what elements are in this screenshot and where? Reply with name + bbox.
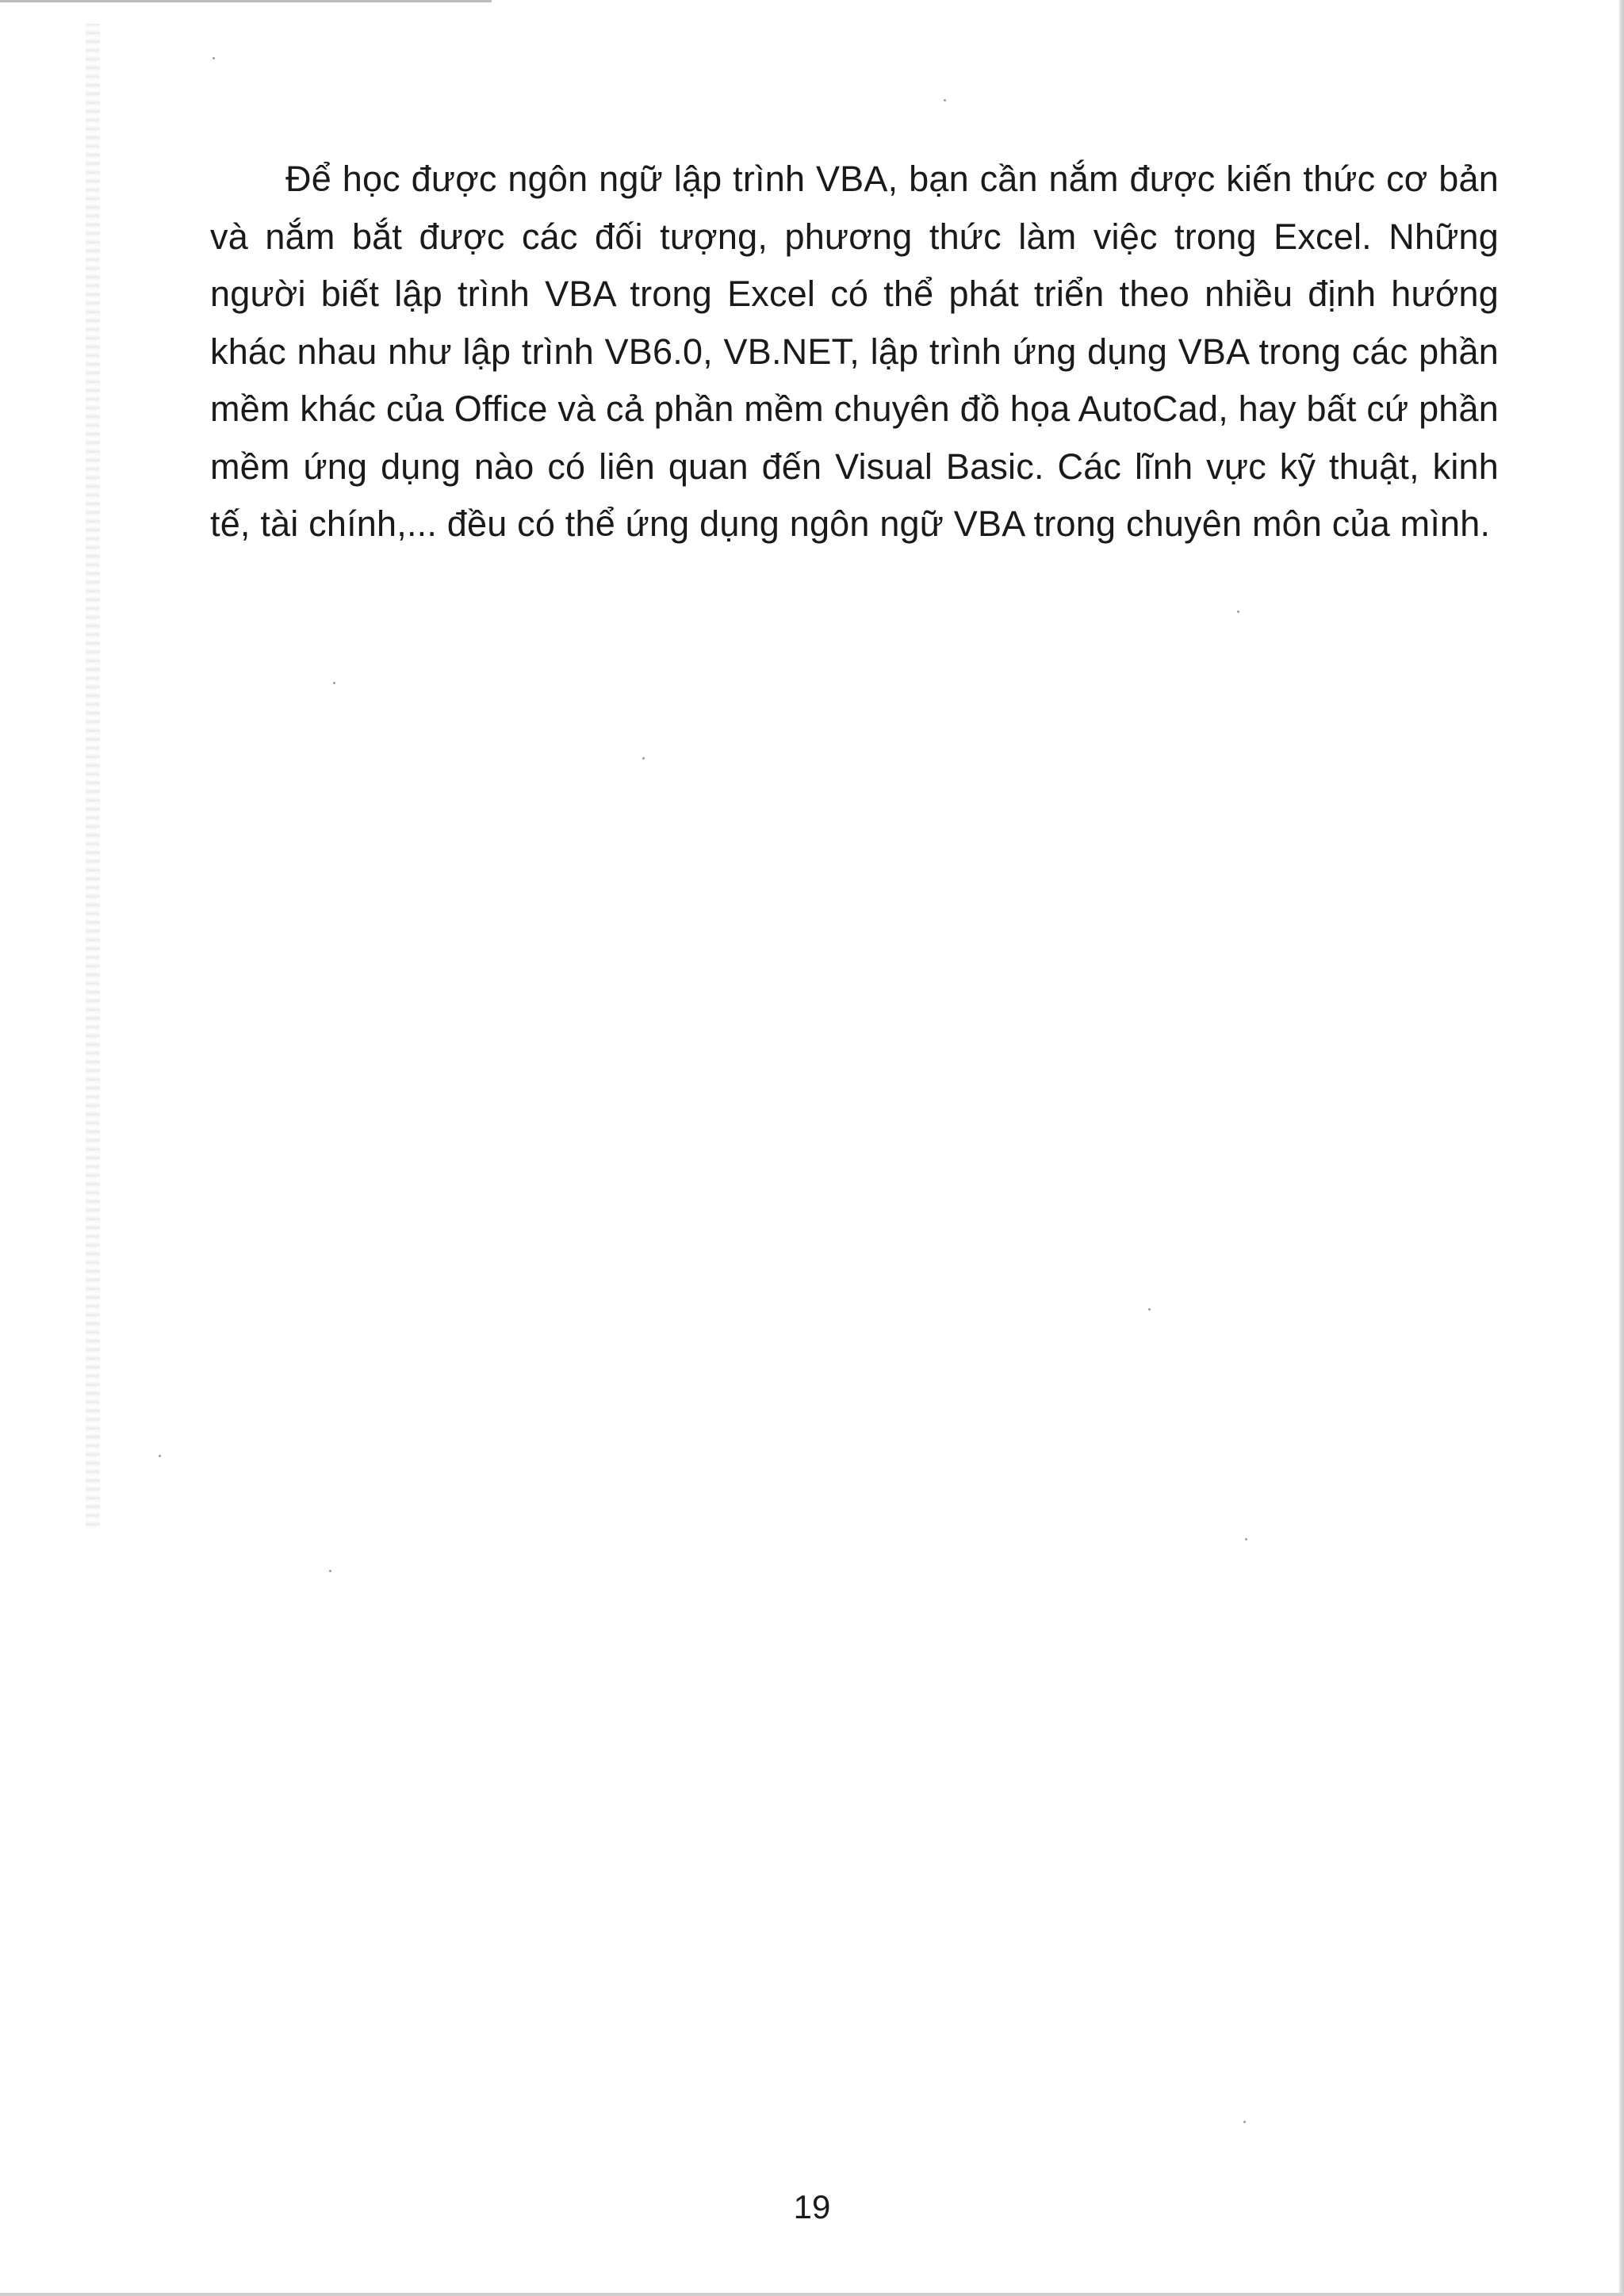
scan-speck: [1245, 1538, 1247, 1540]
scan-speck: [642, 757, 645, 760]
scan-speck: [329, 1570, 331, 1572]
scan-binding-edge: [86, 24, 100, 1530]
page-number: 19: [793, 2188, 831, 2225]
body-paragraph: Để học được ngôn ngữ lập trình VBA, bạn cần nắm được kiến thức cơ bản và nắm bắt được các đối tượng, phương thức làm việc trong Excel. Những người biết lập trình VBA trong Excel có thể phát triển theo nhiều định hướng khác nhau như lập trình VB6.0, VB.NET, lập trình ứng dụng VBA trong các phần mềm khác của Office và cả phần mềm chuyên đồ họa AutoCad, hay bất cứ phần mềm ứng dụng nào có liên quan đến Visual Basic. Các lĩnh vực kỹ thuật, kinh tế, tài chính,... đều có thể ứng dụng ngôn ngữ VBA trong chuyên môn của mình.: [210, 159, 1499, 544]
scan-right-edge: [1619, 0, 1624, 2296]
scan-top-edge: [0, 0, 492, 2]
scan-speck: [333, 682, 335, 684]
scan-speck: [1237, 610, 1239, 613]
scan-speck: [1148, 1308, 1151, 1311]
scan-speck: [944, 99, 946, 101]
scan-bottom-edge: [0, 2293, 1624, 2296]
scan-speck: [213, 57, 215, 59]
scan-speck: [159, 1455, 161, 1457]
scan-speck: [1243, 2121, 1246, 2123]
